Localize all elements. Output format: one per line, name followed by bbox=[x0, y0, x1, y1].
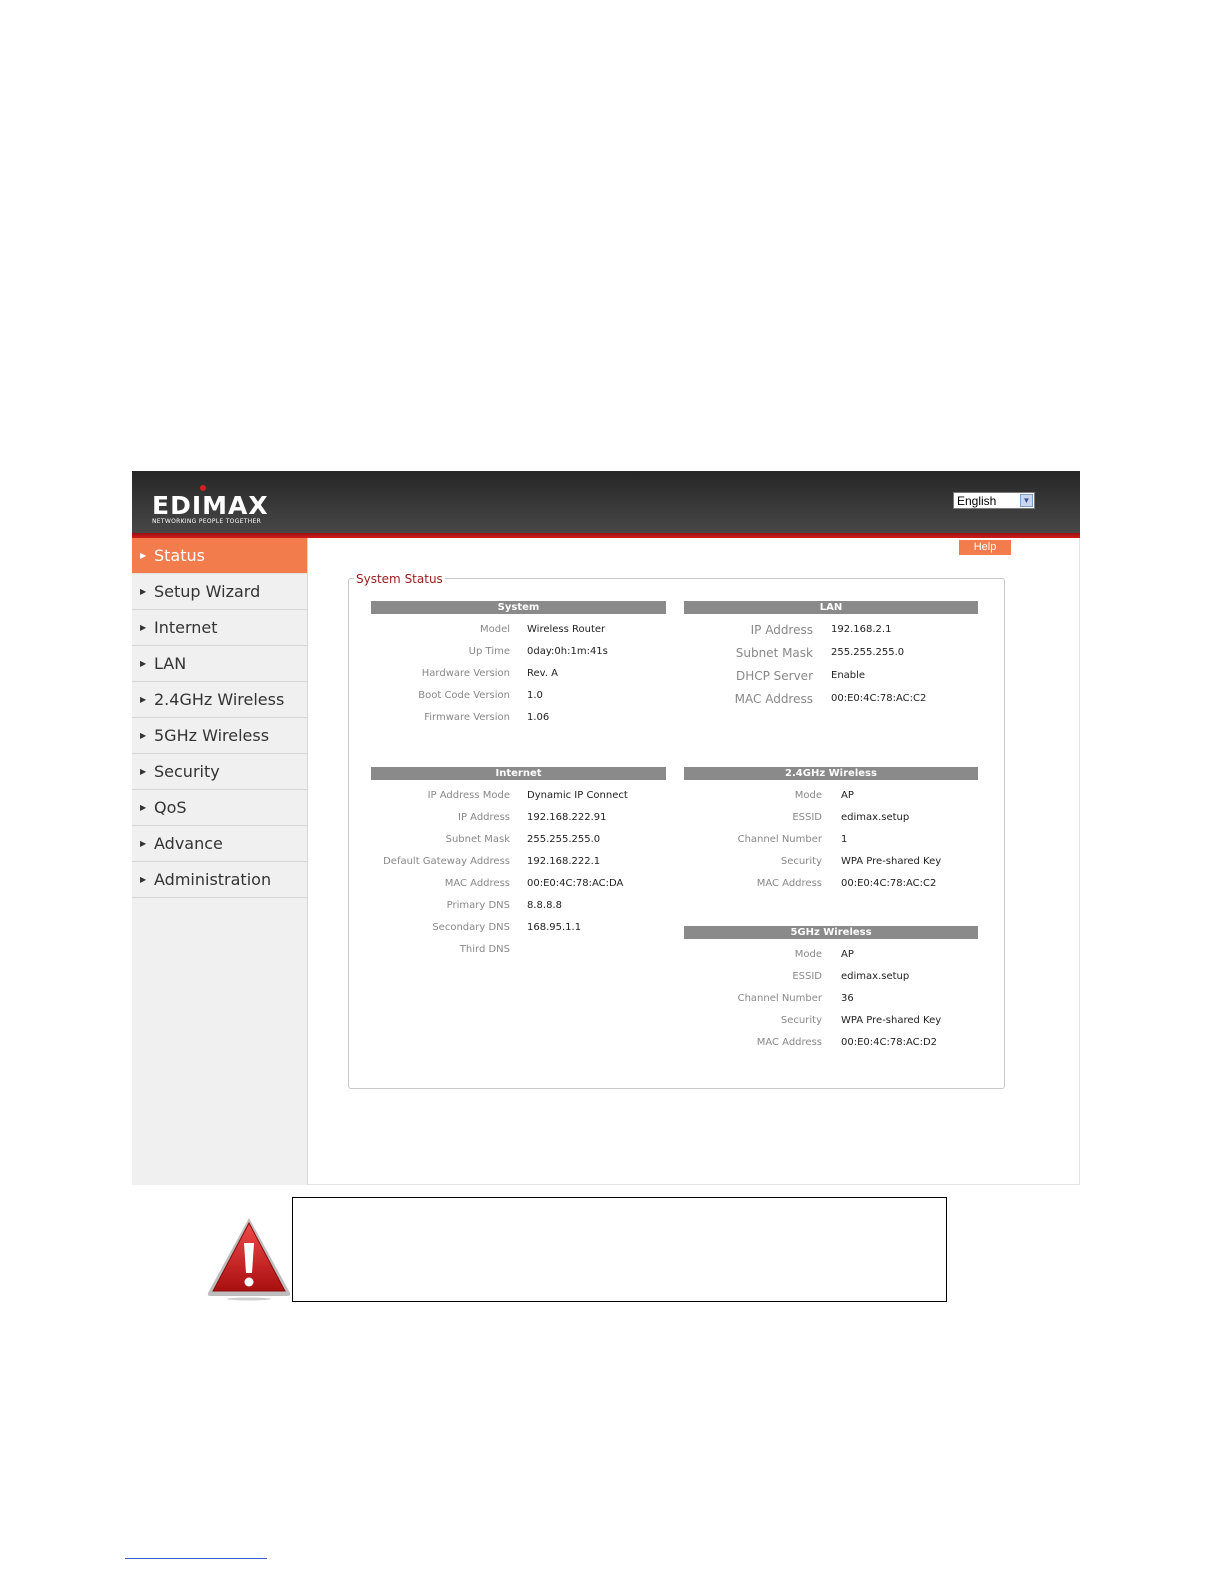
system-row-bootcode bbox=[371, 689, 543, 703]
field-label: Subnet Mask bbox=[445, 834, 510, 845]
field-value: Rev. A bbox=[527, 668, 558, 679]
field-label: Subnet Mask bbox=[735, 646, 813, 660]
sidebar-item-label: Advance bbox=[154, 834, 223, 853]
field-label: Hardware Version bbox=[421, 668, 510, 679]
wireless5-row-essid bbox=[684, 970, 910, 984]
field-value: 1.06 bbox=[527, 712, 550, 723]
field-label: MAC Address bbox=[734, 692, 813, 706]
triangle-right-icon: ▶ bbox=[140, 875, 147, 884]
field-value: 168.95.1.1 bbox=[527, 922, 582, 933]
sidebar bbox=[132, 538, 308, 1185]
sidebar-item-security[interactable] bbox=[132, 754, 307, 790]
sidebar-item-5ghz-wireless[interactable] bbox=[132, 718, 307, 754]
triangle-right-icon: ▶ bbox=[140, 587, 147, 596]
sidebar-item-setup-wizard[interactable] bbox=[132, 574, 307, 610]
triangle-right-icon: ▶ bbox=[140, 695, 147, 704]
language-select[interactable] bbox=[953, 492, 1035, 509]
lan-row-subnet bbox=[684, 646, 905, 660]
system-row-hardware bbox=[371, 667, 558, 681]
field-value: 192.168.2.1 bbox=[831, 624, 892, 635]
field-label: ESSID bbox=[792, 812, 822, 823]
brand-tagline: NETWORKING PEOPLE TOGETHER bbox=[152, 518, 262, 525]
sidebar-item-label: Security bbox=[154, 762, 220, 781]
sidebar-item-advance[interactable] bbox=[132, 826, 307, 862]
wireless5-row-security bbox=[684, 1014, 942, 1028]
sidebar-item-24ghz-wireless[interactable] bbox=[132, 682, 307, 718]
field-value: 00:E0:4C:78:AC:C2 bbox=[831, 693, 927, 704]
field-label: Default Gateway Address bbox=[383, 856, 510, 867]
field-value: 00:E0:4C:78:AC:DA bbox=[527, 878, 624, 889]
header-bar bbox=[132, 471, 1080, 538]
field-value: 00:E0:4C:78:AC:C2 bbox=[841, 878, 937, 889]
field-value: 1.0 bbox=[527, 690, 543, 701]
triangle-right-icon: ▶ bbox=[140, 551, 147, 560]
field-value: 36 bbox=[841, 993, 854, 1004]
field-label: Model bbox=[479, 624, 510, 635]
wireless5-row-mode bbox=[684, 948, 854, 962]
field-label: MAC Address bbox=[444, 878, 510, 889]
field-value: WPA Pre-shared Key bbox=[841, 1015, 942, 1026]
field-value: 0day:0h:1m:41s bbox=[527, 646, 608, 657]
field-label: Firmware Version bbox=[424, 712, 510, 723]
field-value: 192.168.222.1 bbox=[527, 856, 601, 867]
field-value: AP bbox=[841, 790, 854, 801]
field-value: WPA Pre-shared Key bbox=[841, 856, 942, 867]
internet-row-dns3 bbox=[371, 943, 510, 957]
warning-icon bbox=[205, 1215, 293, 1301]
wireless24-row-mode bbox=[684, 789, 854, 803]
main-content bbox=[308, 538, 1080, 1185]
field-value: Enable bbox=[831, 670, 866, 681]
system-row-uptime bbox=[371, 645, 608, 659]
sidebar-item-qos[interactable] bbox=[132, 790, 307, 826]
field-label: Mode bbox=[794, 790, 822, 801]
field-value: Dynamic IP Connect bbox=[527, 790, 628, 801]
field-label: Secondary DNS bbox=[432, 922, 510, 933]
system-section-header: System bbox=[371, 601, 666, 614]
wireless24-row-channel bbox=[684, 833, 848, 847]
edimax-logo bbox=[152, 493, 269, 526]
field-value: edimax.setup bbox=[841, 971, 910, 982]
brand-name: EDIMAX bbox=[152, 491, 269, 520]
field-label: Up Time bbox=[468, 646, 510, 657]
field-label: Security bbox=[780, 1015, 822, 1026]
logo-dot bbox=[200, 485, 206, 491]
field-value: 1 bbox=[841, 834, 848, 845]
chevron-down-icon[interactable]: ▼ bbox=[1020, 494, 1033, 507]
field-label: Primary DNS bbox=[446, 900, 510, 911]
wireless24-row-security bbox=[684, 855, 942, 869]
field-label: IP Address bbox=[750, 623, 813, 637]
wireless5-row-mac bbox=[684, 1036, 938, 1050]
help-button[interactable]: Help bbox=[959, 540, 1011, 555]
sidebar-item-administration[interactable] bbox=[132, 862, 307, 898]
sidebar-item-label: Setup Wizard bbox=[154, 582, 261, 601]
internet-row-gateway bbox=[371, 855, 601, 869]
sidebar-item-label: Internet bbox=[154, 618, 218, 637]
wireless24-section-header: 2.4GHz Wireless bbox=[684, 767, 978, 780]
warning-note-box bbox=[292, 1197, 947, 1302]
lan-row-dhcp bbox=[684, 669, 866, 683]
field-label: IP Address Mode bbox=[427, 790, 510, 801]
lan-row-ip bbox=[684, 623, 892, 637]
wireless24-row-mac bbox=[684, 877, 937, 891]
internet-row-mode bbox=[371, 789, 628, 803]
field-label: Boot Code Version bbox=[418, 690, 510, 701]
field-value: 255.255.255.0 bbox=[527, 834, 601, 845]
internet-row-dns2 bbox=[371, 921, 582, 935]
sidebar-item-label: QoS bbox=[154, 798, 187, 817]
sidebar-item-label: 5GHz Wireless bbox=[154, 726, 270, 745]
internet-row-dns1 bbox=[371, 899, 562, 913]
field-label: Security bbox=[780, 856, 822, 867]
triangle-right-icon: ▶ bbox=[140, 839, 147, 848]
field-value: 00:E0:4C:78:AC:D2 bbox=[841, 1037, 938, 1048]
field-label: MAC Address bbox=[756, 1037, 822, 1048]
router-admin-window bbox=[132, 471, 1080, 1185]
page-title: System Status bbox=[356, 572, 443, 586]
internet-row-mac bbox=[371, 877, 624, 891]
sidebar-item-internet[interactable] bbox=[132, 610, 307, 646]
field-value: Wireless Router bbox=[527, 624, 606, 635]
system-row-firmware bbox=[371, 711, 550, 725]
wireless5-section-header: 5GHz Wireless bbox=[684, 926, 978, 939]
system-row-model bbox=[371, 623, 606, 637]
lan-row-mac bbox=[684, 692, 927, 706]
field-value: edimax.setup bbox=[841, 812, 910, 823]
language-value: English bbox=[957, 494, 997, 508]
triangle-right-icon: ▶ bbox=[140, 731, 147, 740]
triangle-right-icon: ▶ bbox=[140, 767, 147, 776]
internet-section-header: Internet bbox=[371, 767, 666, 780]
sidebar-item-label: 2.4GHz Wireless bbox=[154, 690, 285, 709]
wireless5-row-channel bbox=[684, 992, 854, 1006]
sidebar-item-status[interactable] bbox=[132, 538, 307, 574]
triangle-right-icon: ▶ bbox=[140, 803, 147, 812]
sidebar-item-label: Administration bbox=[154, 870, 272, 889]
wireless24-row-essid bbox=[684, 811, 910, 825]
field-label: Mode bbox=[794, 949, 822, 960]
field-value: 255.255.255.0 bbox=[831, 647, 905, 658]
field-value: 192.168.222.91 bbox=[527, 812, 607, 823]
field-label: DHCP Server bbox=[735, 669, 813, 683]
field-label: Channel Number bbox=[737, 993, 822, 1004]
field-value: AP bbox=[841, 949, 854, 960]
sidebar-item-label: Status bbox=[154, 546, 205, 565]
field-label: Third DNS bbox=[459, 944, 510, 955]
field-label: Channel Number bbox=[737, 834, 822, 845]
field-label: IP Address bbox=[458, 812, 510, 823]
internet-row-subnet bbox=[371, 833, 601, 847]
triangle-right-icon: ▶ bbox=[140, 623, 147, 632]
sidebar-item-lan[interactable] bbox=[132, 646, 307, 682]
lan-section-header: LAN bbox=[684, 601, 978, 614]
field-value: 8.8.8.8 bbox=[527, 900, 562, 911]
internet-row-ip bbox=[371, 811, 607, 825]
footer-link-line bbox=[125, 1558, 267, 1559]
field-label: MAC Address bbox=[756, 878, 822, 889]
sidebar-item-label: LAN bbox=[154, 654, 187, 673]
field-label: ESSID bbox=[792, 971, 822, 982]
triangle-right-icon: ▶ bbox=[140, 659, 147, 668]
